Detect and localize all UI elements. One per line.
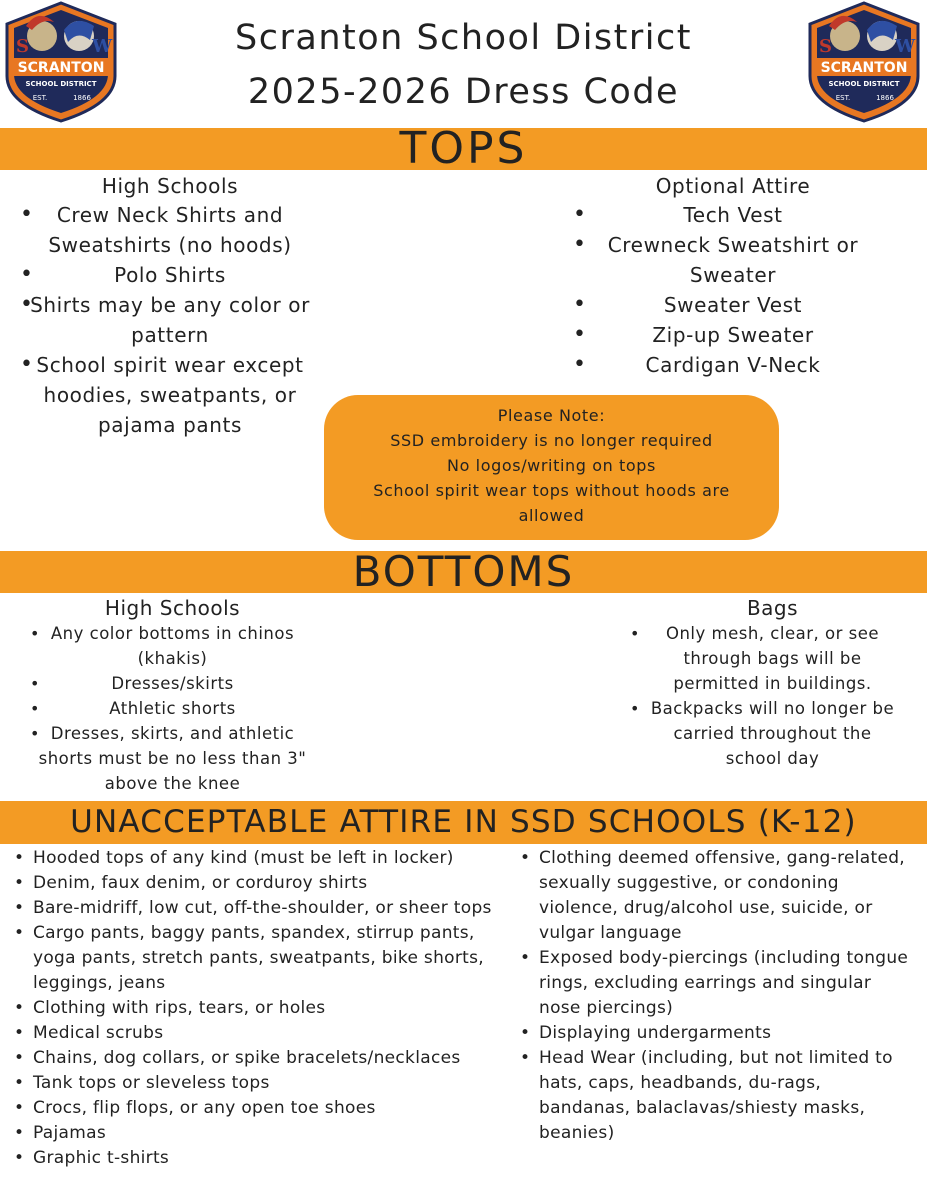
list-item: • Tech Vest [573, 200, 893, 230]
list-item: • Polo Shirts [20, 260, 320, 290]
list-item: • Clothing with rips, tears, or holes [13, 996, 510, 1021]
logo-est-year: 1866 [876, 94, 894, 102]
list-item: • Only mesh, clear, or see through bags will be permitted in buildings. [630, 621, 915, 696]
unacceptable-banner: UNACCEPTABLE ATTIRE IN SSD SCHOOLS (K-12) [0, 801, 927, 844]
list-item: • Crocs, flip flops, or any open toe shoes [13, 1096, 510, 1121]
logo-letter-w: W [895, 36, 916, 57]
page-title-line1: Scranton School District [235, 18, 692, 58]
logo-est-label: EST. [835, 94, 851, 102]
list-item: • Denim, faux denim, or corduroy shirts [13, 871, 510, 896]
list-item: • Athletic shorts [30, 696, 315, 721]
logo-sub-text: SCHOOL DISTRICT [25, 80, 97, 88]
list-item: • Cargo pants, baggy pants, spandex, stirrup pants, yoga pants, stretch pants, sweatpants, bike shorts, leggings, jeans [13, 921, 510, 996]
logo-letter-w: W [92, 36, 113, 57]
list-item: • Crew Neck Shirts and Sweatshirts (no hoods) [20, 200, 320, 260]
bottoms-hs-heading: High Schools [104, 596, 241, 620]
list-item: • Chains, dog collars, or spike bracelets/necklaces [13, 1046, 510, 1071]
logo-est-year: 1866 [73, 94, 91, 102]
note-line: SSD embroidery is no longer required [390, 431, 713, 450]
list-item: • Head Wear (including, but not limited to hats, caps, headbands, du-rags, bandanas, balaclavas/shiesty masks, beanies) [519, 1046, 914, 1146]
list-item: • Hooded tops of any kind (must be left in locker) [13, 846, 510, 871]
tops-banner: TOPS [0, 128, 927, 170]
list-item: • Graphic t-shirts [13, 1146, 510, 1171]
bottoms-bags [630, 595, 915, 771]
tops-optional-heading: Optional Attire [655, 174, 811, 198]
list-item: • Pajamas [13, 1121, 510, 1146]
logo-letter-s: S [819, 36, 832, 57]
unacceptable-left-list [13, 846, 510, 1171]
list-item: • Sweater Vest [573, 290, 893, 320]
bottoms-banner: BOTTOMS [0, 551, 927, 593]
list-item: • Bare-midriff, low cut, off-the-shoulder, or sheer tops [13, 896, 510, 921]
logo-letter-s: S [16, 36, 29, 57]
page-title-line2: 2025-2026 Dress Code [247, 72, 680, 112]
list-item: • Dresses, skirts, and athletic shorts must be no less than 3" above the knee [30, 721, 315, 796]
list-item: • Cardigan V-Neck [573, 350, 893, 380]
tops-optional-attire [573, 172, 893, 380]
list-item: • Any color bottoms in chinos (khakis) [30, 621, 315, 671]
list-item: • Zip-up Sweater [573, 320, 893, 350]
note-line: School spirit wear tops without hoods are allowed [373, 481, 730, 525]
list-item: • Dresses/skirts [30, 671, 315, 696]
please-note-box [324, 395, 779, 540]
note-line: No logos/writing on tops [447, 456, 656, 475]
list-item: • Crewneck Sweatshirt or Sweater [573, 230, 893, 290]
list-item: • Clothing deemed offensive, gang-related, sexually suggestive, or condoning violence, drug/alcohol use, suicide, or vulgar language [519, 846, 914, 946]
list-item: • School spirit wear except hoodies, sweatpants, or pajama pants [20, 350, 320, 440]
logo-banner-text: SCRANTON [17, 60, 105, 76]
list-item: • Tank tops or sleveless tops [13, 1071, 510, 1096]
logo-est-label: EST. [32, 94, 48, 102]
logo-sub-text: SCHOOL DISTRICT [828, 80, 900, 88]
note-line: Please Note: [497, 406, 606, 425]
list-item: • Shirts may be any color or pattern [20, 290, 320, 350]
list-item: • Displaying undergarments [519, 1021, 914, 1046]
logo-banner-text: SCRANTON [820, 60, 908, 76]
bags-heading: Bags [746, 596, 799, 620]
tops-hs-heading: High Schools [101, 174, 239, 198]
list-item: • Medical scrubs [13, 1021, 510, 1046]
list-item: • Backpacks will no longer be carried throughout the school day [630, 696, 915, 771]
bottoms-high-schools [30, 595, 315, 796]
tops-high-schools [20, 172, 320, 440]
unacceptable-right-list [519, 846, 914, 1146]
list-item: • Exposed body-piercings (including tongue rings, excluding earrings and singular nose piercings) [519, 946, 914, 1021]
